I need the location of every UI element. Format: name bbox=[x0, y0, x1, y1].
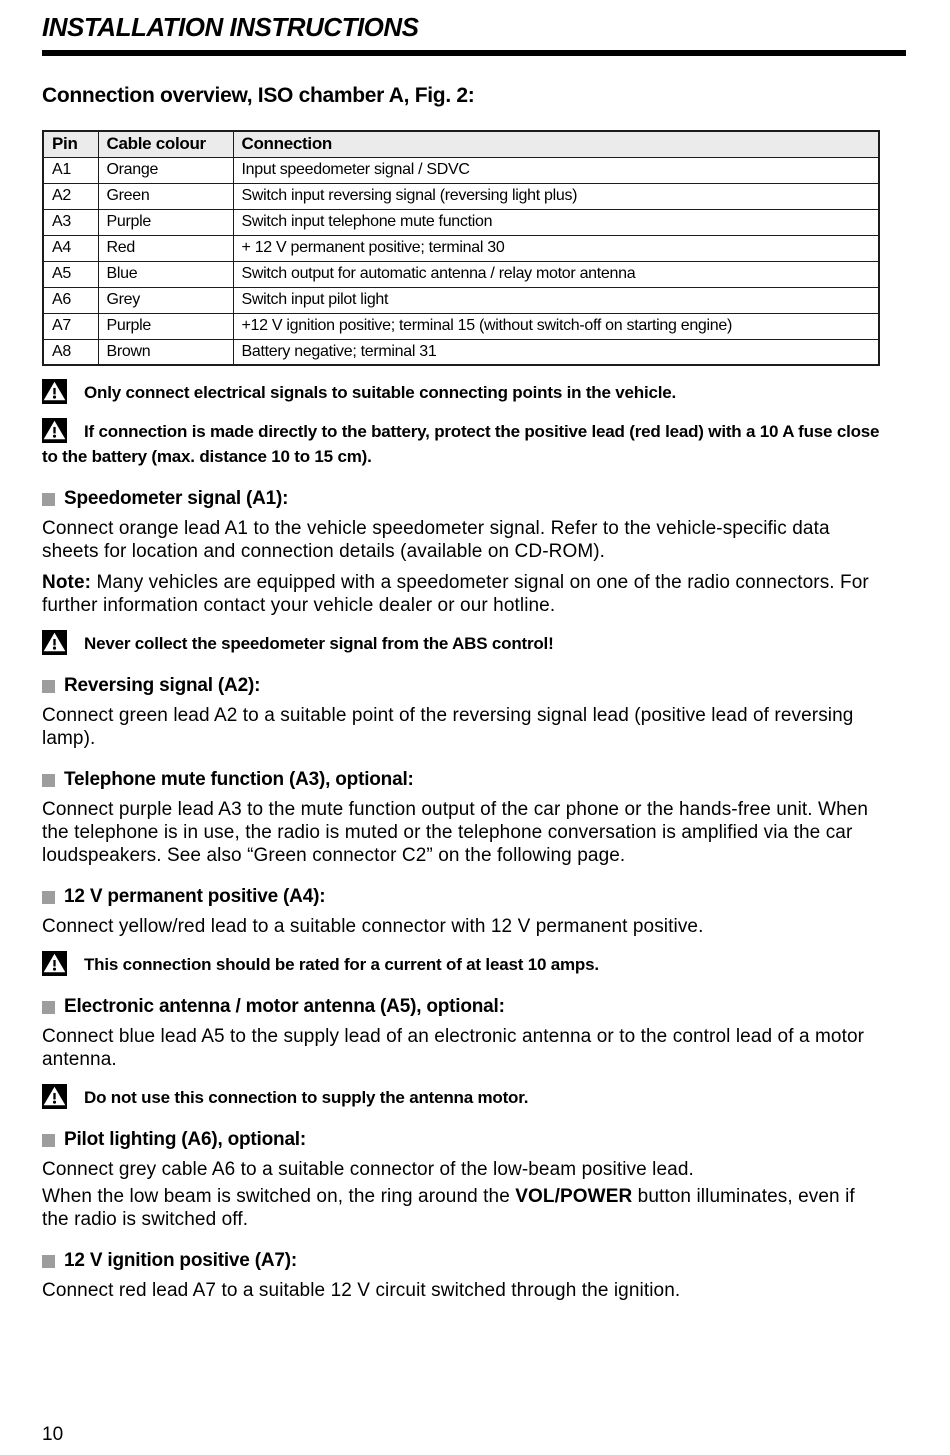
section-title-text: 12 V ignition positive (A7): bbox=[64, 1250, 297, 1271]
colour-cell: Blue bbox=[98, 261, 233, 287]
manual-page bbox=[42, 12, 908, 1302]
pin-cell: A8 bbox=[43, 339, 98, 365]
pin-cell: A1 bbox=[43, 157, 98, 183]
warning-text: Never collect the speedometer signal from the ABS control! bbox=[84, 634, 554, 653]
warning-note bbox=[42, 631, 880, 656]
connection-cell: Switch input reversing signal (reversing light plus) bbox=[233, 183, 879, 209]
table-row bbox=[43, 157, 879, 183]
table-row bbox=[43, 313, 879, 339]
connection-overview-heading: Connection overview, ISO chamber A, Fig. 2: bbox=[42, 84, 475, 107]
section-title-text: Reversing signal (A2): bbox=[64, 675, 261, 696]
section-body-a1: Connect orange lead A1 to the vehicle speedometer signal. Refer to the vehicle-specific data sheets for location and connection details (available on CD-ROM). bbox=[42, 518, 830, 562]
note-paragraph bbox=[42, 571, 878, 617]
section-body-a5: Connect blue lead A5 to the supply lead of an electronic antenna or to the control lead of a motor antenna. bbox=[42, 1026, 865, 1070]
warning-icon bbox=[42, 951, 67, 976]
square-bullet-icon bbox=[42, 774, 55, 787]
colour-cell: Purple bbox=[98, 313, 233, 339]
section-body-a6-line1: Connect grey cable A6 to a suitable connector of the low-beam positive lead. bbox=[42, 1159, 694, 1180]
table-row bbox=[43, 287, 879, 313]
section-title-a1 bbox=[42, 487, 908, 511]
connection-table bbox=[42, 130, 880, 366]
section-title-text: Pilot lighting (A6), optional: bbox=[64, 1129, 307, 1150]
pin-cell: A3 bbox=[43, 209, 98, 235]
warning-text: Do not use this connection to supply the antenna motor. bbox=[84, 1088, 529, 1107]
colour-cell: Grey bbox=[98, 287, 233, 313]
table-row bbox=[43, 235, 879, 261]
section-title-a2 bbox=[42, 674, 908, 698]
section-title-text: 12 V permanent positive (A4): bbox=[64, 886, 326, 907]
warning-note bbox=[42, 380, 880, 405]
section-body-a7: Connect red lead A7 to a suitable 12 V circuit switched through the ignition. bbox=[42, 1280, 681, 1301]
square-bullet-icon bbox=[42, 1134, 55, 1147]
warning-icon bbox=[42, 1084, 67, 1109]
section-title-a3 bbox=[42, 768, 908, 792]
square-bullet-icon bbox=[42, 493, 55, 506]
page-number: 10 bbox=[42, 1424, 64, 1445]
section-title-a7 bbox=[42, 1249, 908, 1273]
connection-cell: Switch input telephone mute function bbox=[233, 209, 879, 235]
section-title-text: Electronic antenna / motor antenna (A5), optional: bbox=[64, 996, 505, 1017]
page-title: INSTALLATION INSTRUCTIONS bbox=[42, 12, 906, 56]
table-row bbox=[43, 339, 879, 365]
colour-cell: Red bbox=[98, 235, 233, 261]
body-text: When the low beam is switched on, the ring around the bbox=[42, 1186, 516, 1207]
table-row bbox=[43, 261, 879, 287]
warning-icon bbox=[42, 630, 67, 655]
pin-cell: A6 bbox=[43, 287, 98, 313]
pin-cell: A7 bbox=[43, 313, 98, 339]
section-body-a4: Connect yellow/red lead to a suitable connector with 12 V permanent positive. bbox=[42, 916, 704, 937]
connection-cell: +12 V ignition positive; terminal 15 (without switch-off on starting engine) bbox=[233, 313, 879, 339]
square-bullet-icon bbox=[42, 891, 55, 904]
section-title-a5 bbox=[42, 995, 908, 1019]
warning-text: Only connect electrical signals to suitable connecting points in the vehicle. bbox=[84, 383, 677, 402]
connection-cell: Switch output for automatic antenna / relay motor antenna bbox=[233, 261, 879, 287]
body-text: button illuminates, even if the radio is switched off. bbox=[42, 1186, 855, 1230]
colour-cell: Green bbox=[98, 183, 233, 209]
section-body-a6-line2 bbox=[42, 1185, 878, 1231]
connection-cell: + 12 V permanent positive; terminal 30 bbox=[233, 235, 879, 261]
warning-icon bbox=[42, 379, 67, 404]
colour-cell: Orange bbox=[98, 157, 233, 183]
section-title-text: Telephone mute function (A3), optional: bbox=[64, 769, 414, 790]
table-header-cable-colour: Cable colour bbox=[98, 131, 233, 157]
table-header-pin: Pin bbox=[43, 131, 98, 157]
section-title-a6 bbox=[42, 1128, 908, 1152]
warning-note bbox=[42, 952, 880, 977]
note-text: Many vehicles are equipped with a speedometer signal on one of the radio connectors. For further information contact your vehicle dealer or our hotline. bbox=[42, 572, 869, 616]
square-bullet-icon bbox=[42, 1255, 55, 1268]
table-header-connection: Connection bbox=[233, 131, 879, 157]
vol-power-label: VOL/POWER bbox=[515, 1186, 633, 1207]
section-title-a4 bbox=[42, 885, 908, 909]
connection-cell: Switch input pilot light bbox=[233, 287, 879, 313]
colour-cell: Brown bbox=[98, 339, 233, 365]
square-bullet-icon bbox=[42, 680, 55, 693]
colour-cell: Purple bbox=[98, 209, 233, 235]
connection-cell: Battery negative; terminal 31 bbox=[233, 339, 879, 365]
table-header-row bbox=[43, 131, 879, 157]
warning-text: If connection is made directly to the battery, protect the positive lead (red lead) with a 10 A fuse close to the battery (max. distance 10 to 15 cm). bbox=[42, 422, 880, 466]
connection-cell: Input speedometer signal / SDVC bbox=[233, 157, 879, 183]
section-body-a3: Connect purple lead A3 to the mute function output of the car phone or the hands-free unit. When the telephone is in use, the radio is muted or the telephone conversation is amplified via the car loudspeakers. See also “Green connector C2” on the following page. bbox=[42, 799, 869, 866]
warning-text: This connection should be rated for a current of at least 10 amps. bbox=[84, 955, 599, 974]
table-row bbox=[43, 209, 879, 235]
table-row bbox=[43, 183, 879, 209]
warning-note bbox=[42, 419, 880, 469]
square-bullet-icon bbox=[42, 1001, 55, 1014]
section-title-text: Speedometer signal (A1): bbox=[64, 488, 289, 509]
pin-cell: A4 bbox=[43, 235, 98, 261]
warning-note bbox=[42, 1085, 880, 1110]
pin-cell: A2 bbox=[43, 183, 98, 209]
warning-icon bbox=[42, 418, 67, 443]
note-label: Note: bbox=[42, 572, 92, 593]
pin-cell: A5 bbox=[43, 261, 98, 287]
section-body-a2: Connect green lead A2 to a suitable point of the reversing signal lead (positive lead of reversing lamp). bbox=[42, 705, 854, 749]
